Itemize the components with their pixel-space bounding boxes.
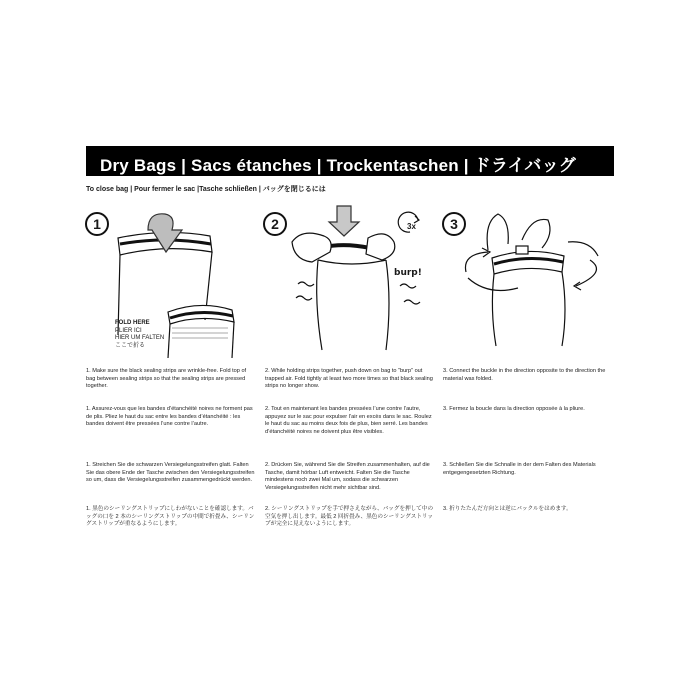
instruction-fr-1: 1. Assurez-vous que les bandes d’étanchéité noires ne forment pas de plis. Pliez le haut du sac entre les bandes d’étanchéité : les bandes doivent être pressées l’une contre l’autre. (86, 406, 253, 428)
step3-illustration (458, 200, 608, 350)
instruction-en-3: 3. Connect the buckle in the direction opposite to the direction the material was folded. (443, 368, 606, 382)
fold-label-fr: PLIER ICI (115, 327, 142, 334)
fold-here-label (115, 320, 164, 350)
step-number-2: 2 (263, 212, 287, 236)
instruction-de-2: 2. Drücken Sie, während Sie die Streifen zusammenhalten, auf die Tasche, damit hörbar Luft entweicht. Falten Sie die Tasche mindestens noch zwei Mal um, sodass die schwarzen Versiegelungsstreifen nicht mehr sichtbar sind. (265, 462, 430, 491)
instruction-de-3: 3. Schließen Sie die Schnalle in der dem Falten des Materials entgegengesetzten Richtung. (443, 462, 596, 476)
instruction-ja-3: 3. 折りたたんだ方向とは逆にバックルをはめます。 (443, 506, 572, 512)
instruction-en-1: 1. Make sure the black sealing strips are wrinkle-free. Fold top of bag between sealing strips so that the sealing strips are pressed together. (86, 368, 247, 390)
fold-label-en: FOLD HERE (115, 320, 150, 326)
repeat-3x-label: 3x (407, 222, 416, 231)
title-bar (86, 146, 614, 176)
page-title: Dry Bags | Sacs étanches | Trockentaschen | ドライバッグ (100, 156, 576, 175)
instruction-en-2: 2. While holding strips together, push down on bag to “burp” out trapped air. Fold tightly at least two more times so that black sealing strips no longer show. (265, 368, 433, 390)
instruction-fr-2: 2. Tout en maintenant les bandes pressées l’une contre l’autre, appuyez sur le sac pour expulser l’air en excès dans le sac. Roulez le haut du sac au moins deux fois de plus, bien serré. Les bandes d’étanchéité noires ne doivent plus être visibles. (265, 406, 432, 435)
instruction-ja-2: 2. シーリングストリップを手で押さえながら、バッグを押して中の空気を押し出します。最低 2 回折畳み、黒色のシーリングストリップが完全に見えないようにします。 (265, 506, 434, 528)
fold-label-de: HIER UM FALTEN (115, 335, 165, 341)
step-number-1: 1 (85, 212, 109, 236)
fold-label-ja: ここで折る (115, 342, 146, 349)
instruction-ja-1: 1. 黒色のシーリングストリップにしわがないことを確認します。バッグの口を 2 本のシーリングストリップの中間で折畳み、シーリングストリップが重なるようにします。 (86, 506, 255, 528)
page-subtitle: To close bag | Pour fermer le sac |Tasche schließen | バッグを閉じるには (86, 186, 326, 193)
instruction-fr-3: 3. Fermez la boucle dans la direction opposée à la pliure. (443, 406, 585, 412)
burp-label: burp! (394, 268, 422, 278)
instruction-de-1: 1. Streichen Sie die schwarzen Versiegelungsstreifen glatt. Falten Sie das obere Ende der Tasche zwischen den Versiegelungsstreifen so um, dass die Versiegelungsstreifen zusammengedrückt werden. (86, 462, 255, 484)
step-number-3: 3 (442, 212, 466, 236)
